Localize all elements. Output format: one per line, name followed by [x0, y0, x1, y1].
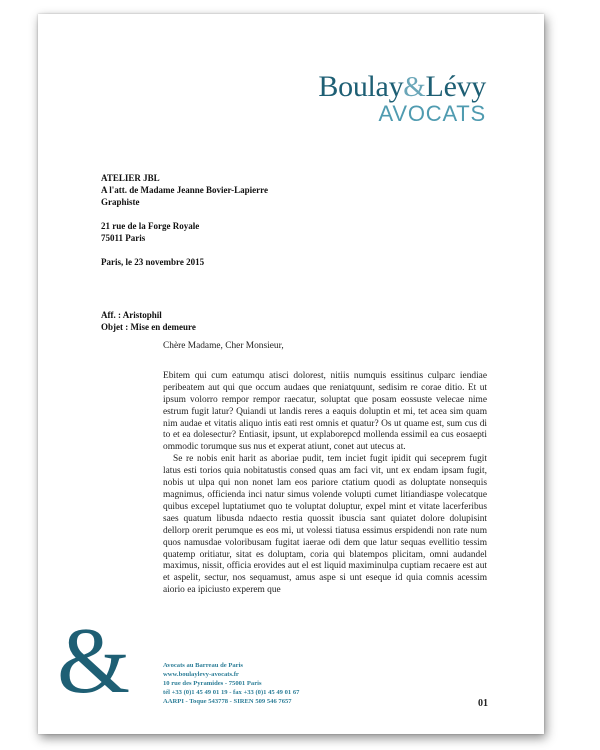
- letter-body: [163, 341, 487, 597]
- recipient-attention: A l'att. de Madame Jeanne Bovier-Lapierre: [101, 185, 268, 195]
- footer-bar-line: Avocats au Barreau de Paris: [163, 662, 243, 669]
- recipient-city: 75011 Paris: [101, 233, 146, 243]
- salutation: Chère Madame, Cher Monsieur,: [163, 341, 284, 351]
- recipient-block: [101, 172, 268, 268]
- recipient-company: ATELIER JBL: [101, 173, 160, 183]
- logo-ampersand: &: [403, 71, 426, 103]
- logo-name-1: Boulay: [318, 70, 404, 103]
- subject-objet: Objet : Mise en demeure: [101, 322, 196, 332]
- footer-registration: AARPI - Toque 543778 - SIREN 509 546 7657: [163, 698, 292, 706]
- logo-wordmark: [318, 71, 486, 103]
- footer-address: 10 rue des Pyramides - 75001 Paris: [163, 680, 262, 688]
- page-number: 01: [478, 698, 488, 709]
- logo-name-2: Lévy: [425, 70, 486, 103]
- subject-aff: Aff. : Aristophil: [101, 310, 162, 320]
- letter-page: [38, 14, 544, 734]
- footer-phone-fax: tél +33 (0)1 45 49 01 19 - fax +33 (0)1 45 49 01 67: [163, 689, 300, 697]
- footer-contact: [163, 661, 299, 706]
- subject-block: [101, 309, 196, 333]
- paragraph-2: Se re nobis enit harit as aboriae pudit, tem inciet fugit ipidit qui seceprem fugit latus esti torios quia nobitatustis consed quas am faci vit, unt ex endam ipsam fugit, nobis ut ulpa qui non nonet lam eos pariore ctatium quodi as doluptate nonsequis magnimus, officienda inci natur simus volende volupti cumet litiandiaspe volecatque quibus excepel luptatiumet quo te voluptat doluptur, expel mint et vitate lacerferibus saes quatum libusda ndaecto restia quossit ibuscia sant quiatet dolore dolupisint dellorp orerit perumque es eos mi, ut volessi tiatusa essimus erspidendi non rate num quos namusdae voloribusam fugitat iaerae odi dem que latur sequas evellitio tessim quatemp oritiatur, sitat es doluptam, coria qui blatempos plicitam, omni audandel maximus, nissit, officia erovides aut el est liquid maximinulpa cuptiam recaere est aut et aspelit, sectur, nos sequamust, amus aspe si unt eseque id quia comnis acessim aiorio ea ipiciusto experem que: [163, 454, 487, 596]
- footer-website: www.boulaylevy-avocats.fr: [163, 671, 239, 679]
- footer-ampersand-logo: &: [57, 609, 131, 713]
- recipient-role: Graphiste: [101, 197, 140, 207]
- recipient-street: 21 rue de la Forge Royale: [101, 221, 200, 231]
- firm-logo: [318, 71, 486, 125]
- logo-subtitle: AVOCATS: [378, 101, 486, 126]
- letter-date: Paris, le 23 novembre 2015: [101, 257, 205, 267]
- paragraph-1: Ebitem qui cum eatumqu atisci dolorest, nitiis numquis essitinus culparc iendiae peribeatem aut qui que occum audaes que reniatquunt, sedisim re corae ditio. Et ut ipsum volorro rempor rempor raecatur, soluptat que posam eossuste velecae nime estrum fugit latur? Quiandi ut landis reres a eaquis doluptin et mi, tet acea sim quam nim audae et vitatis aliquo intis eati rest omnis et quatur? Os ut quame est, sum cus di to et ea dolesectur? Entiasit, ipsunt, ut explaborepcd mollenda essimil ea cus eosaepti ommodic torumque sus nus et experat atiunt, conet aut utecus at.: [163, 370, 487, 453]
